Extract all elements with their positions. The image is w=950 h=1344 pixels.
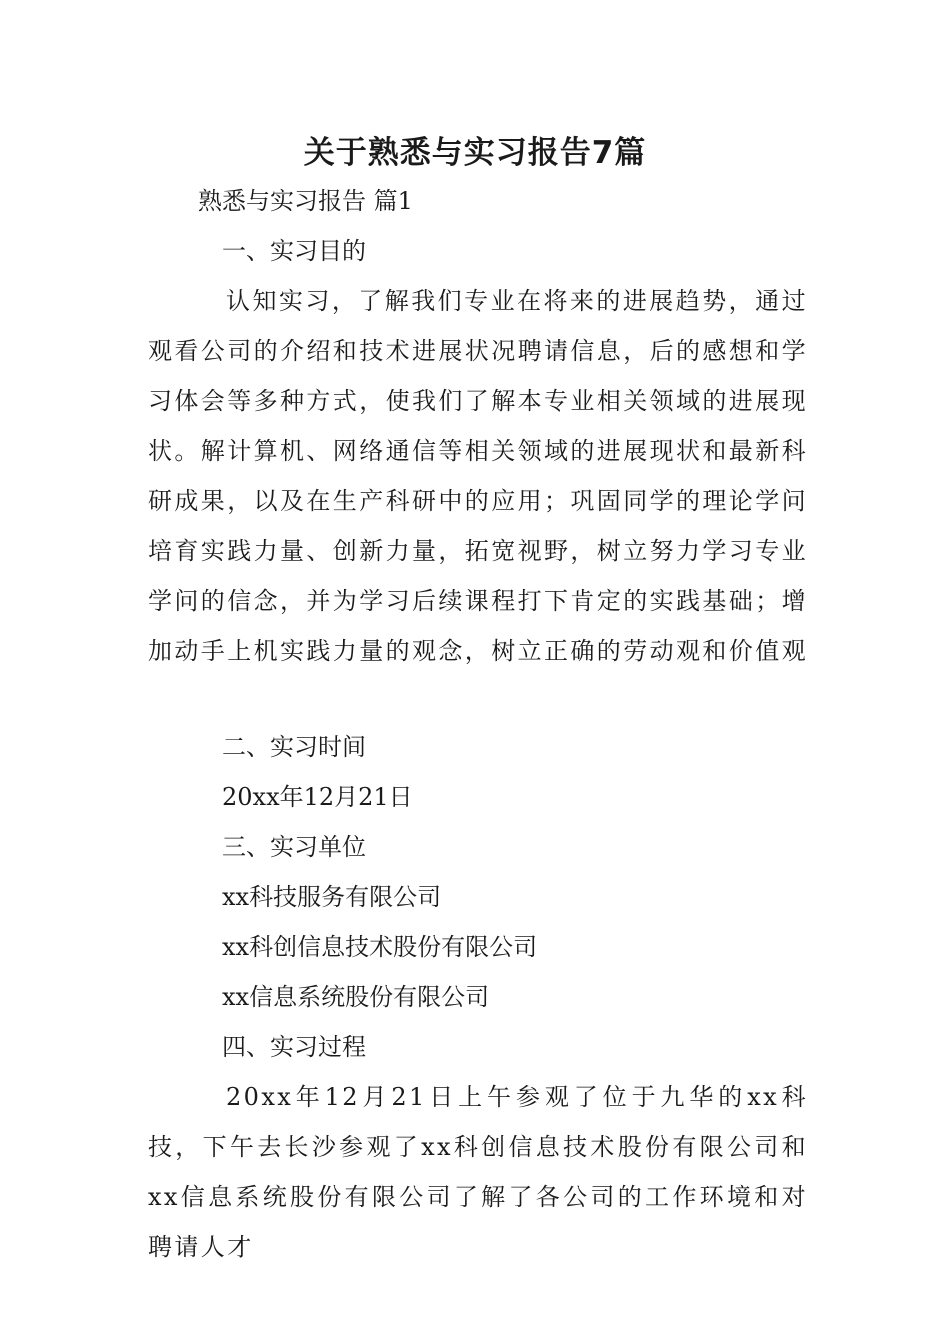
paragraph-process: 20xx年12月21日上午参观了位于九华的xx科技，下午去长沙参观了xx科创信息技术股份有限公司和xx信息系统股份有限公司了解了各公司的工作环境和对聘请人才 (148, 1083, 808, 1261)
unit-item: xx信息系统股份有限公司 (222, 983, 490, 1011)
internship-date: 20xx年12月21日 (222, 783, 413, 811)
unit-item: xx科技服务有限公司 (222, 883, 442, 911)
document-title: 关于熟悉与实习报告7篇 (303, 135, 647, 171)
section-heading-time: 二、实习时间 (222, 733, 366, 761)
paragraph-purpose: 认知实习，了解我们专业在将来的进展趋势，通过观看公司的介绍和技术进展状况聘请信息，后的感想和学习体会等多种方式，使我们了解本专业相关领域的进展现状。解计算机、网络通信等相关领域的进展现状和最新科研成果，以及在生产科研中的应用；巩固同学的理论学问培育实践力量、创新力量，拓宽视野，树立努力学习专业学问的信念，并为学习后续课程打下肯定的实践基础；增加动手上机实践力量的观念，树立正确的劳动观和价值观 (148, 287, 808, 665)
section-heading-process: 四、实习过程 (222, 1033, 366, 1061)
article-subtitle: 熟悉与实习报告 篇1 (198, 187, 413, 215)
section-heading-purpose: 一、实习目的 (222, 237, 366, 265)
unit-item: xx科创信息技术股份有限公司 (222, 933, 538, 961)
section-heading-unit: 三、实习单位 (222, 833, 366, 861)
